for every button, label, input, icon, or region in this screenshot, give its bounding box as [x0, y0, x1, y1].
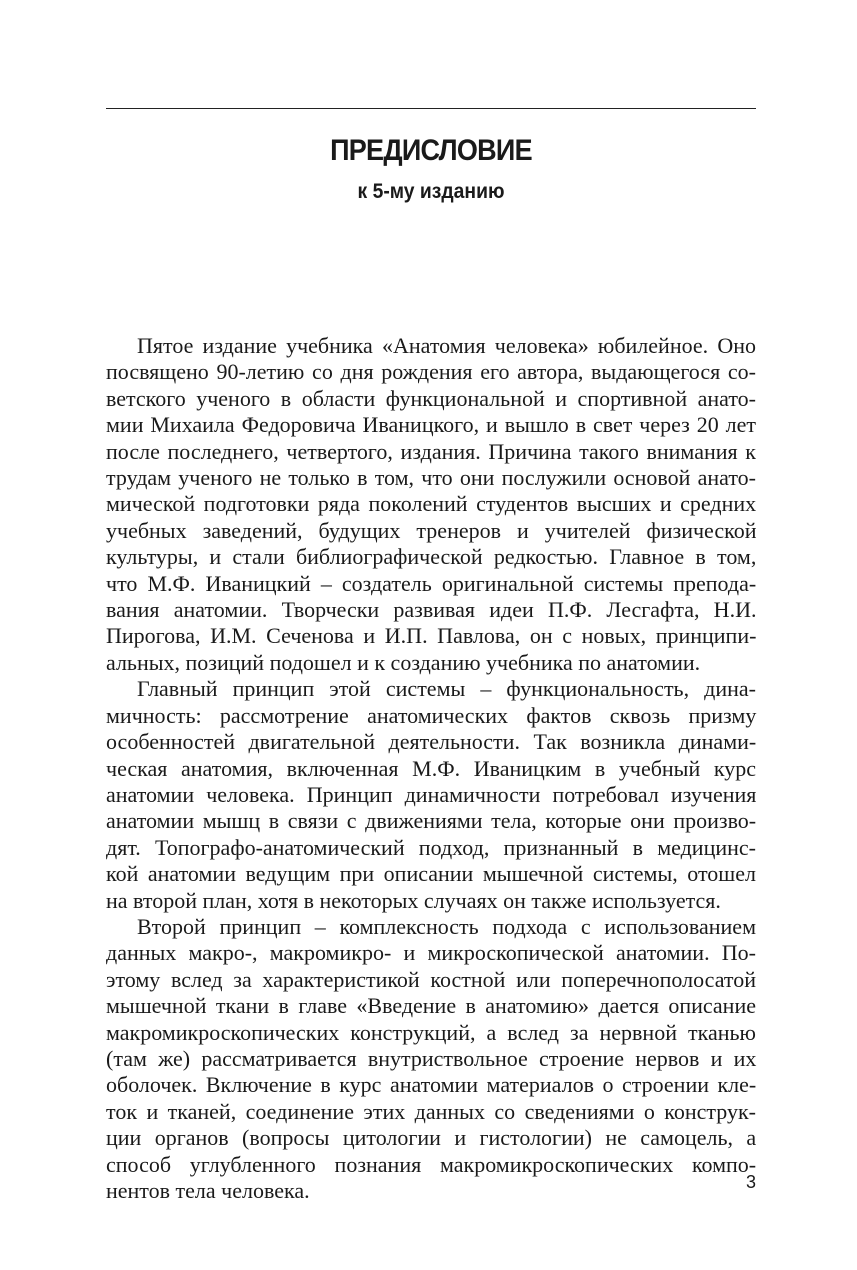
page-title: ПРЕДИСЛОВИЕ: [330, 134, 532, 167]
text-line: Пятое издание учебника «Анатомия человека» юбилейное. Оно: [137, 333, 756, 358]
text-line: альных, позиций подошел и к созданию учебника по анатомии.: [106, 649, 701, 675]
paragraph-1: [106, 333, 756, 676]
text-line: Второй принцип – комплексность подхода с использованием: [137, 913, 756, 939]
preface-body: [106, 333, 756, 1204]
text-line: анатомии мышц в связи с движениями тела, которые они произво-: [106, 808, 757, 834]
text-line: данных макро-, макромикро- и микроскопической анатомии. По-: [106, 940, 756, 966]
text-line: макромикроскопических конструкций, а вслед за нервной тканью: [106, 1019, 756, 1045]
text-line: оболочек. Включение в курс анатомии материалов о строении кле-: [106, 1072, 757, 1098]
text-line: мии Михаила Федоровича Иваницкого, и вышло в свет через 20 лет: [106, 412, 757, 438]
paragraph-3: [106, 914, 756, 1204]
text-line: нентов тела человека.: [106, 1178, 310, 1203]
page-number: 3: [745, 1172, 756, 1192]
header-rule: [106, 108, 756, 109]
text-line: этому вслед за характеристикой костной или поперечнополосатой: [106, 966, 756, 992]
text-line: трудам ученого не только в том, что они послужили основой анато-: [106, 465, 756, 491]
text-line: ток и тканей, соединение этих данных со сведениями о конструк-: [106, 1098, 756, 1124]
text-line: после последнего, четвертого, издания. Причина такого внимания к: [106, 438, 756, 464]
text-line: дят. Топографо-анатомический подход, признанный в медицинс-: [106, 834, 756, 860]
text-line: способ углубленного познания макромикроскопических компо-: [106, 1151, 757, 1177]
text-line: Главный принцип этой системы – функциональность, дина-: [137, 676, 756, 702]
text-line: ции органов (вопросы цитологии и гистологии) не самоцель, а: [106, 1125, 757, 1151]
text-line: учебных заведений, будущих тренеров и учителей физической: [106, 517, 757, 543]
text-line: особенностей двигательной деятельности. Так возникла динами-: [106, 729, 757, 755]
text-line: вания анатомии. Творчески развивая идеи П.Ф. Лесгафта, Н.И.: [106, 597, 757, 623]
text-line: ческая анатомия, включенная М.Ф. Иваницким в учебный курс: [106, 755, 757, 781]
text-line: мышечной ткани в главе «Введение в анатомию» дается описание: [106, 993, 756, 1019]
text-line: мической подготовки ряда поколений студентов высших и средних: [106, 491, 757, 517]
text-line: кой анатомии ведущим при описании мышечной системы, отошел: [106, 861, 756, 887]
text-line: анатомии человека. Принцип динамичности потребовал изучения: [106, 781, 757, 807]
text-line: культуры, и стали библиографической редкостью. Главное в том,: [106, 544, 757, 570]
text-line: Пирогова, И.М. Сеченова и И.П. Павлова, он с новых, принципи-: [106, 623, 757, 649]
text-line: мичность: рассмотрение анатомических фактов сквозь призму: [106, 702, 757, 728]
text-line: на второй план, хотя в некоторых случаях он также используется.: [106, 887, 721, 913]
text-line: посвящено 90-летию со дня рождения его автора, выдающегося со-: [106, 359, 756, 385]
text-line: что М.Ф. Иваницкий – создатель оригинальной системы препода-: [106, 570, 757, 596]
text-line: ветского ученого в области функциональной и спортивной анато-: [106, 385, 756, 411]
page-subtitle: к 5-му изданию: [357, 180, 505, 203]
text-line: (там же) рассматривается внутриствольное строение нервов и их: [106, 1045, 757, 1071]
paragraph-2: [106, 676, 756, 914]
